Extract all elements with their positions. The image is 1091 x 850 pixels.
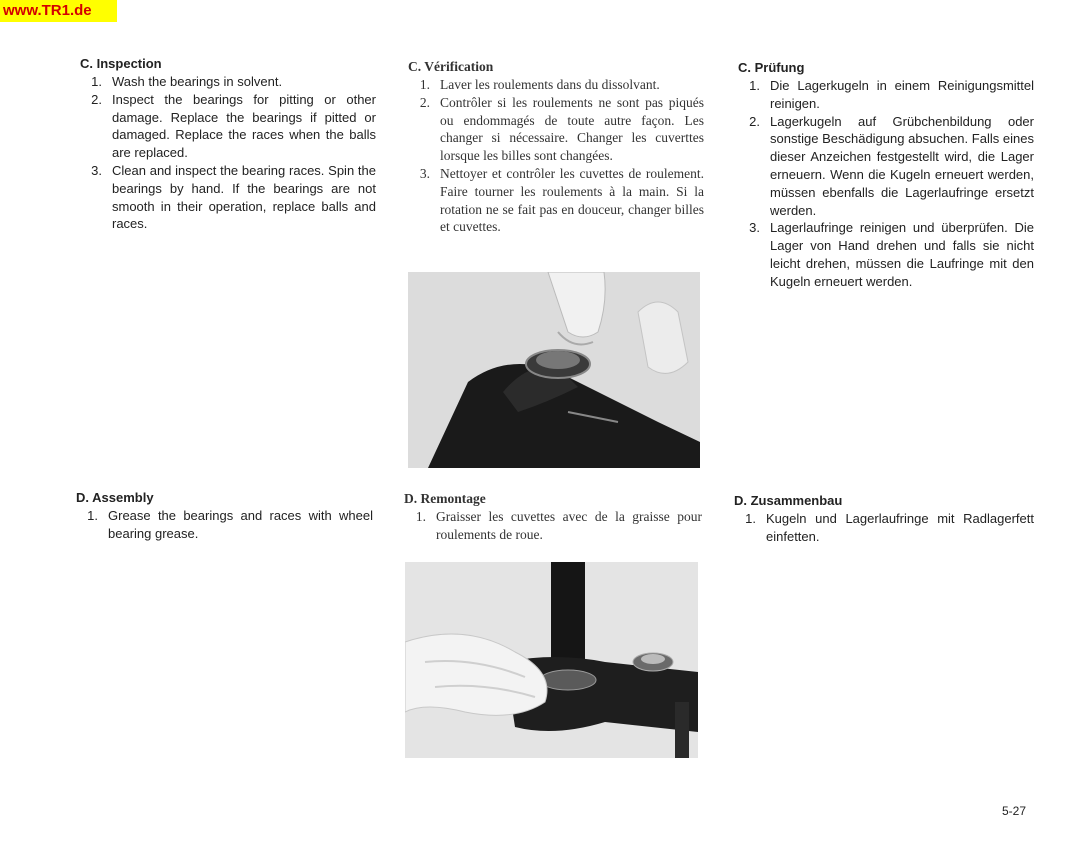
french-remontage-heading: D. Remontage: [404, 491, 486, 506]
step-number: 2.: [749, 113, 760, 129]
step-text: Grease the bearings and races with wheel bearing grease.: [108, 508, 373, 541]
english-assembly-steps: [76, 507, 373, 543]
list-item: [408, 76, 704, 94]
page-number: 5-27: [1001, 804, 1026, 818]
list-item: [80, 73, 376, 91]
list-item: [738, 219, 1034, 290]
step-text: Inspect the bearings for pitting or other damage. Replace the bearings if pitted or damaged. Replace the races when the balls are replaced.: [112, 91, 376, 161]
step-text: Kugeln und Lagerlaufringe mit Radlagerfett einfetten.: [766, 511, 1034, 544]
step-text: Die Lagerkugeln in einem Reinigungsmittel reinigen.: [770, 78, 1034, 111]
list-item: [408, 165, 704, 236]
bearing-inspection-illustration: [408, 272, 700, 468]
french-remontage-section: [404, 490, 702, 544]
step-text: Graisser les cuvettes avec de la graisse pour roulements de roue.: [436, 509, 702, 542]
english-assembly-heading: D. Assembly: [76, 490, 154, 505]
german-pruefung-section: [738, 59, 1034, 291]
step-number: 1.: [91, 74, 102, 89]
step-text: Nettoyer et contrôler les cuvettes de roulement. Faire tourner les roulements à la main. Si la rotation ne se fait pas en douceur, changer billes et cuvettes.: [440, 165, 704, 235]
step-number: 3.: [749, 220, 760, 236]
french-remontage-steps: [404, 508, 702, 544]
french-verification-heading: C. Vérification: [408, 59, 494, 74]
step-text: Lagerkugeln auf Grübchenbildung oder sonstige Beschädigung absuchen. Falls eines dieser Anzeichen festgestellt wird, die Lager erneuern. Wenn die Kugeln erneuert werden, müssen ebenfalls die Lagerlaufringe ersetzt werden.: [770, 113, 1034, 218]
step-number: 1.: [419, 77, 430, 92]
german-zusammenbau-steps: [734, 510, 1034, 546]
list-item: [408, 94, 704, 165]
english-inspection-heading: C. Inspection: [80, 56, 162, 71]
list-item: [80, 162, 376, 233]
list-item: [76, 507, 373, 543]
english-inspection-steps: [80, 73, 376, 233]
step-number: 1.: [745, 511, 756, 526]
step-text: Laver les roulements dans du dissolvant.: [440, 77, 660, 92]
step-number: 1.: [749, 78, 760, 93]
step-number: 2.: [419, 94, 430, 110]
german-pruefung-steps: [738, 77, 1034, 291]
step-text: Lagerlaufringe reinigen und überprüfen. Die Lager von Hand drehen und falls sie nicht leicht drehen, müssen die Laufringe mit den Kugeln erneuert werden.: [770, 220, 1034, 289]
english-assembly-section: [76, 489, 373, 543]
greasing-races-illustration: [405, 562, 698, 758]
step-text: Wash the bearings in solvent.: [112, 74, 283, 89]
german-pruefung-heading: C. Prüfung: [738, 60, 805, 75]
step-number: 3.: [91, 162, 102, 178]
bearing-inspection-photo: [408, 272, 700, 468]
step-text: Clean and inspect the bearing races. Spin the bearings by hand. If the bearings are not smooth in their operation, replace balls and races.: [112, 162, 376, 232]
list-item: [80, 91, 376, 162]
step-number: 1.: [415, 509, 426, 524]
french-verification-steps: [408, 76, 704, 236]
list-item: [738, 77, 1034, 113]
english-inspection-section: [80, 55, 376, 233]
list-item: [738, 113, 1034, 220]
list-item: [734, 510, 1034, 546]
german-zusammenbau-section: [734, 492, 1034, 546]
greasing-races-photo: [405, 562, 698, 758]
german-zusammenbau-heading: D. Zusammenbau: [734, 493, 843, 508]
step-number: 1.: [87, 508, 98, 523]
french-verification-section: [408, 58, 704, 236]
list-item: [404, 508, 702, 544]
step-number: 2.: [91, 91, 102, 107]
site-watermark-tag: www.TR1.de: [0, 0, 117, 22]
step-number: 3.: [419, 165, 430, 181]
step-text: Contrôler si les roulements ne sont pas piqués ou endommagés de toute autre façon. Les changer si nécessaire. Changer les cuverttes lorsque les billes sont changées.: [440, 94, 704, 164]
